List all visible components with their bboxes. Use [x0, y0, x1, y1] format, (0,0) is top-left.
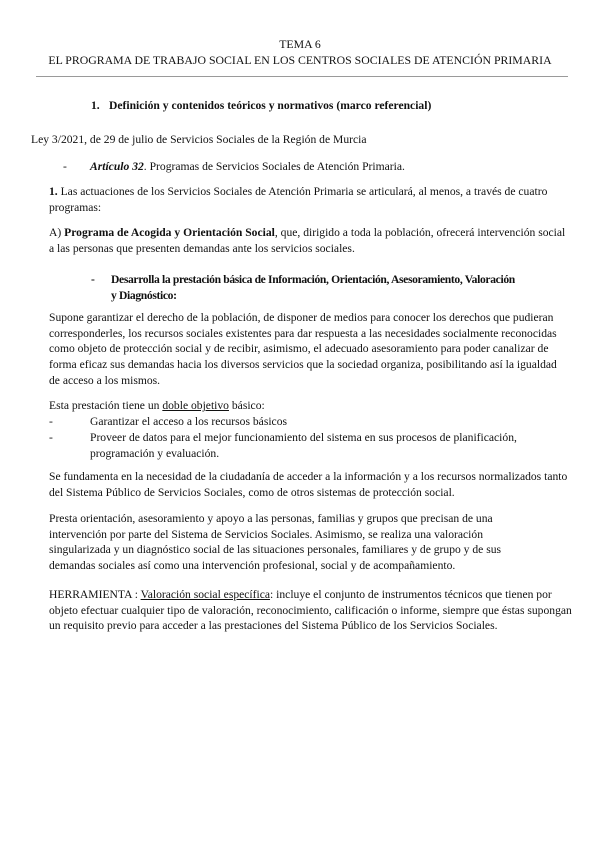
paragraph-presta: Presta orientación, asesoramiento y apoyo a las personas, familias y grupos que precisan de una intervención por parte del Sistema de Servicios Sociales. Asimismo, se realiza una valoración singularizada y un diagnóstico social de las situaciones personales, familiares y de grupo y de sus demandas sociales así como una intervención profesional, social y de acompañamiento. — [49, 512, 502, 573]
provision-heading-line-2: y Diagnóstico: — [111, 288, 177, 302]
tool-text: : incluye el conjunto de instrumentos técnicos que tienen por objeto efectuar cualquier tipo de valoración, reconocimiento, calificación o informe, siempre que éstas supongan un requisito previo para acceder a las prestaciones del Sistema Público de los Servicios Sociales. — [49, 588, 572, 633]
header-divider — [36, 76, 568, 77]
provision-bullet: - — [91, 273, 95, 286]
point-1-text: Las actuaciones de los Servicios Sociales de Atención Primaria se articulará, al menos, a través de cuatro programas: — [49, 185, 548, 214]
program-a-text: , que, dirigido a toda la población, ofrecerá intervención social a las personas que presenten demandas ante los servicios sociales. — [49, 226, 566, 255]
objective-pre: Esta prestación tiene un — [49, 399, 163, 412]
section-number: 1. — [91, 99, 100, 112]
objective-item-2-line-1: Proveer de datos para el mejor funcionamiento del sistema en sus procesos de planificación, — [90, 431, 517, 444]
objective-post: básico: — [228, 399, 265, 412]
point-1-number: 1. — [49, 185, 58, 198]
objective-underlined: doble objetivo — [162, 399, 229, 412]
program-a-prefix: A) — [49, 226, 65, 239]
document-header — [0, 36, 600, 68]
provision-heading — [111, 272, 581, 303]
objective-item-1: Garantizar el acceso a los recursos básicos — [90, 415, 288, 428]
section-heading: Definición y contenidos teóricos y normativos (marco referencial) — [109, 99, 432, 112]
objective-item-2-line-2: programación y evaluación. — [90, 446, 220, 460]
provision-heading-line-1: Desarrolla la prestación básica de Información, Orientación, Asesoramiento, Valoración — [111, 273, 515, 286]
document-title: EL PROGRAMA DE TRABAJO SOCIAL EN LOS CENTROS SOCIALES DE ATENCIÓN PRIMARIA — [48, 53, 552, 67]
article-line — [90, 159, 405, 175]
point-1-paragraph — [49, 184, 569, 215]
objective-item-2-bullet: - — [49, 431, 53, 444]
topic-number: TEMA 6 — [279, 37, 321, 51]
program-a-name: Programa de Acogida y Orientación Social — [64, 226, 275, 239]
tool-label: HERRAMIENTA : — [49, 588, 141, 601]
paragraph-supone: Supone garantizar el derecho de la población, de disponer de medios para conocer los derechos que pudieran corresponderles, los recursos sociales existentes para dar respuesta a las necesidades socialmente reconocidas como objeto de protección social y de recibir, asimismo, el adecuado asesoramiento para poder canalizar de forma eficaz sus demandas hacia los diversos servicios que la sociedad organiza, posibilitando así la igualdad de acceso a los mismos. — [49, 311, 557, 387]
article-bullet: - — [63, 160, 67, 173]
objective-item-2 — [90, 430, 570, 461]
program-a-paragraph — [49, 225, 571, 256]
paragraph-fundamenta: Se fundamenta en la necesidad de la ciudadanía de acceder a la información y a los recursos normalizados tanto del Sistema Público de Servicios Sociales, como de otros sistemas de protección social. — [49, 470, 568, 499]
tool-paragraph — [49, 587, 575, 634]
objective-intro — [49, 398, 574, 414]
article-text: . Programas de Servicios Sociales de Atención Primaria. — [143, 160, 405, 173]
tool-underlined: Valoración social específica — [140, 588, 271, 601]
law-reference: Ley 3/2021, de 29 de julio de Servicios Sociales de la Región de Murcia — [31, 133, 367, 146]
objective-item-1-bullet: - — [49, 415, 53, 428]
article-label: Artículo 32 — [90, 160, 144, 173]
